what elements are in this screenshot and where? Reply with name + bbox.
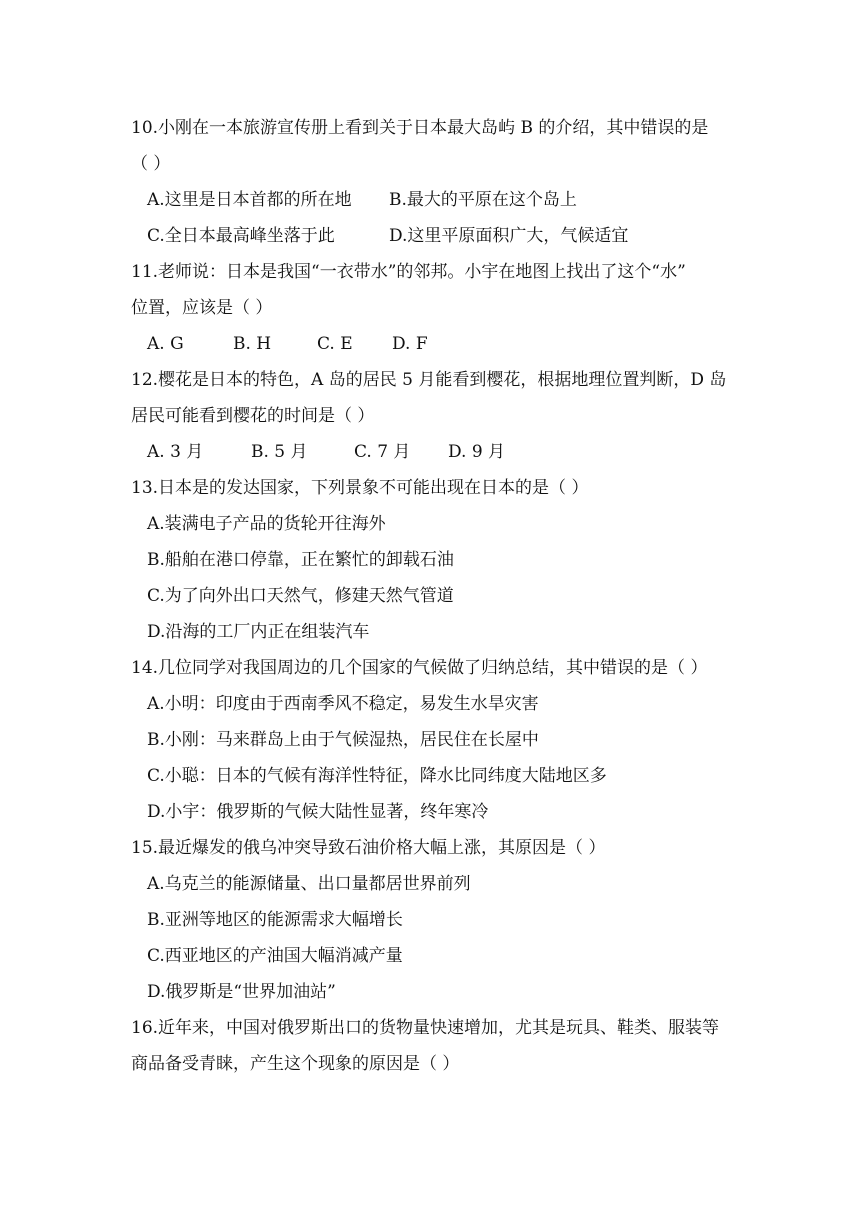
question-11-option-c: C. E — [317, 334, 353, 354]
question-10-option-a: A.这里是日本首都的所在地 — [147, 190, 352, 210]
question-11-stem-line-1: 11.老师说：日本是我国“一衣带水”的邻邦。小宇在地图上找出了这个“水” — [131, 262, 686, 282]
question-16-stem-line-2: 商品备受青睐，产生这个现象的原因是（ ） — [131, 1054, 460, 1074]
question-13-stem: 13.日本是的发达国家，下列景象不可能出现在日本的是（ ） — [131, 478, 589, 498]
question-10-stem-line-1: 10.小刚在一本旅游宣传册上看到关于日本最大岛屿 B 的介绍，其中错误的是 — [131, 118, 709, 138]
question-14-option-a: A.小明：印度由于西南季风不稳定，易发生水旱灾害 — [147, 694, 539, 714]
question-13-option-b: B.船舶在港口停靠，正在繁忙的卸载石油 — [147, 550, 454, 570]
question-15-option-d: D.俄罗斯是“世界加油站” — [147, 982, 336, 1002]
question-12-option-b: B. 5 月 — [251, 442, 308, 462]
question-12-option-a: A. 3 月 — [147, 442, 204, 462]
question-15-option-a: A.乌克兰的能源储量、出口量都居世界前列 — [147, 874, 471, 894]
question-10-option-d: D.这里平原面积广大，气候适宜 — [389, 226, 629, 246]
question-13-option-d: D.沿海的工厂内正在组装汽车 — [147, 622, 370, 642]
question-15-option-b: B.亚洲等地区的能源需求大幅增长 — [147, 910, 403, 930]
question-12-stem-line-1: 12.樱花是日本的特色，A 岛的居民 5 月能看到樱花，根据地理位置判断，D 岛 — [131, 370, 727, 390]
question-15-option-c: C.西亚地区的产油国大幅消减产量 — [147, 946, 403, 966]
question-14-stem: 14.几位同学对我国周边的几个国家的气候做了归纳总结，其中错误的是（ ） — [131, 658, 708, 678]
question-11-stem-line-2: 位置，应该是（ ） — [131, 298, 273, 318]
question-15-stem: 15.最近爆发的俄乌冲突导致石油价格大幅上涨，其原因是（ ） — [131, 838, 606, 858]
question-11-option-b: B. H — [233, 334, 272, 354]
question-16-stem-line-1: 16.近年来，中国对俄罗斯出口的货物量快速增加，尤其是玩具、鞋类、服装等 — [131, 1018, 720, 1038]
question-14-option-b: B.小刚：马来群岛上由于气候湿热，居民住在长屋中 — [147, 730, 539, 750]
question-11-option-d: D. F — [392, 334, 428, 354]
question-12-option-d: D. 9 月 — [448, 442, 506, 462]
question-14-option-d: D.小宇：俄罗斯的气候大陆性显著，终年寒冷 — [147, 802, 489, 822]
question-13-option-c: C.为了向外出口天然气，修建天然气管道 — [147, 586, 454, 606]
question-12-stem-line-2: 居民可能看到樱花的时间是（ ） — [131, 406, 375, 426]
question-10-option-b: B.最大的平原在这个岛上 — [389, 190, 577, 210]
question-13-option-a: A.装满电子产品的货轮开往海外 — [147, 514, 386, 534]
question-11-option-a: A. G — [147, 334, 184, 354]
question-10-stem-line-2: （ ） — [131, 154, 171, 174]
question-14-option-c: C.小聪：日本的气候有海洋性特征，降水比同纬度大陆地区多 — [147, 766, 607, 786]
question-12-option-c: C. 7 月 — [354, 442, 411, 462]
question-10-option-c: C.全日本最高峰坐落于此 — [147, 226, 335, 246]
